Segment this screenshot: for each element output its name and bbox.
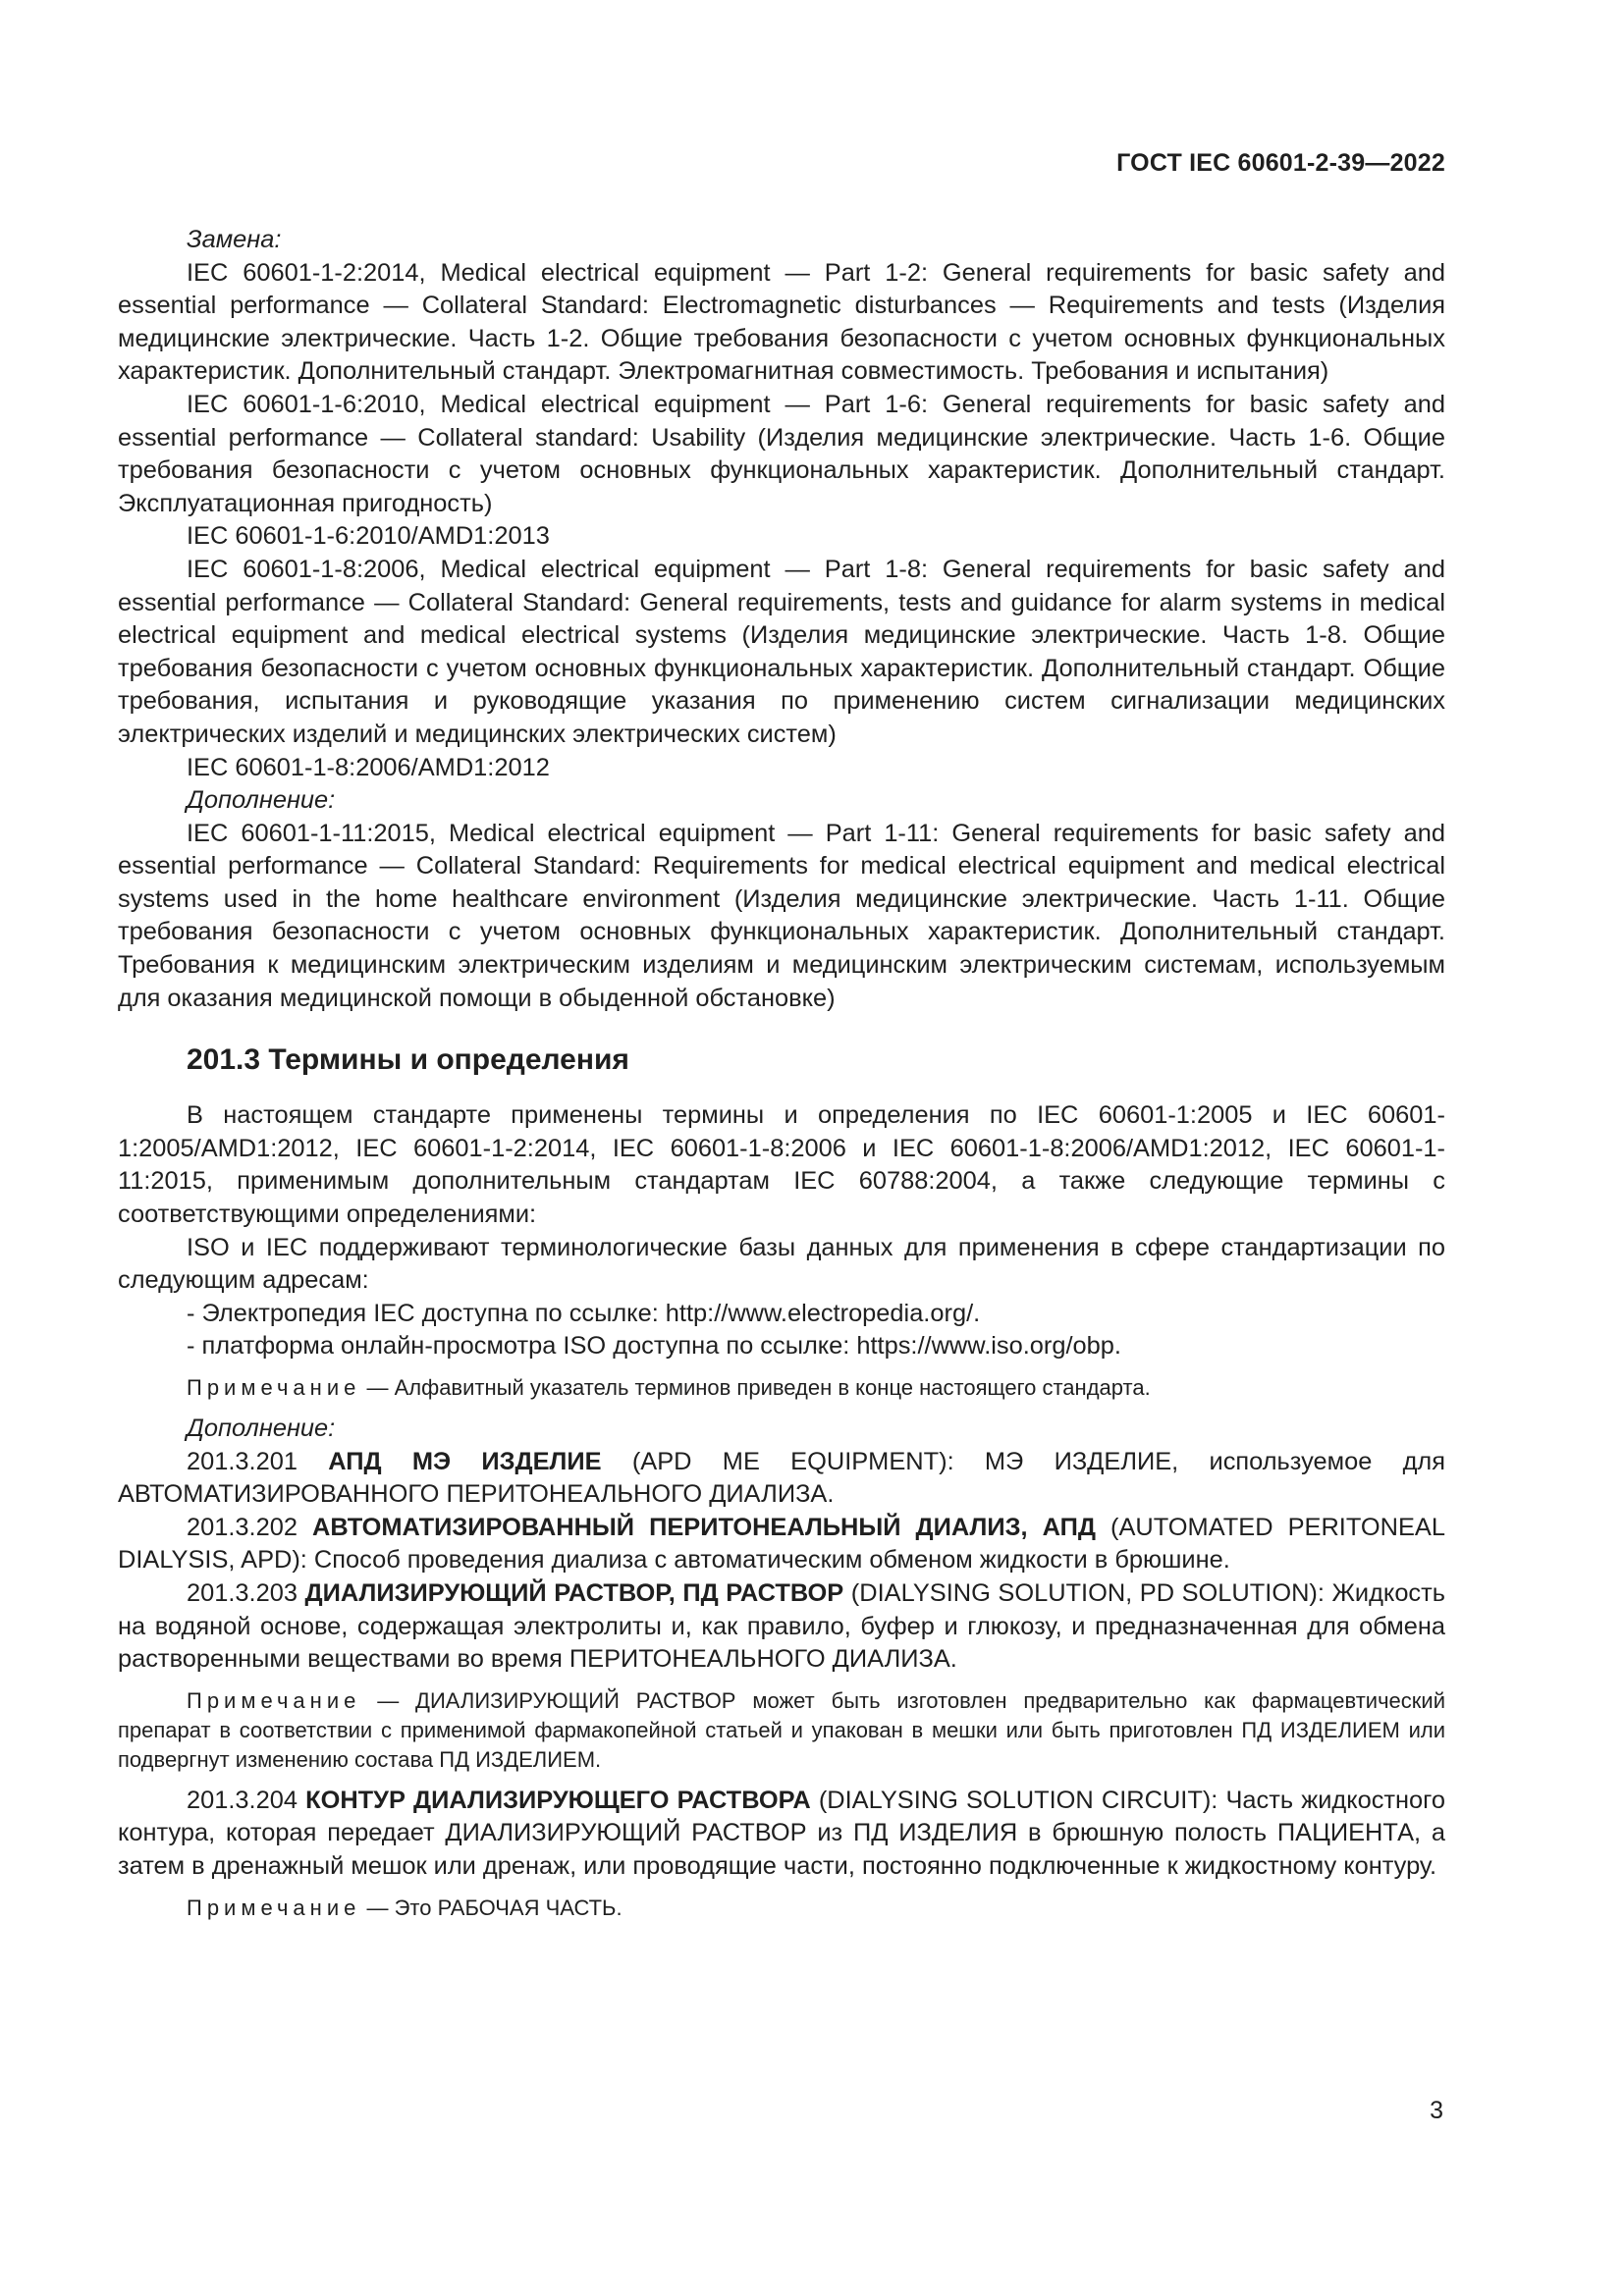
section-title: 201.3 Термины и определения <box>187 1043 629 1077</box>
standard-header: ГОСТ IEC 60601-2-39—2022 <box>1116 149 1445 177</box>
note-label: Примечание <box>187 1895 361 1920</box>
note-1 <box>118 1373 1445 1403</box>
page-number: 3 <box>1430 2097 1443 2124</box>
term-definition: (DIALYSING SOLUTION, PD SOLUTION): Жидкость на водяной основе, содержащая электролиты и, как правило, буфер и глюкозу, и предназначенная для обмена растворенными веществами во время ПЕРИТОНЕАЛЬНОГО ДИАЛИЗА. <box>118 1578 1445 1674</box>
page-content <box>118 224 1445 1933</box>
term-number: 201.3.204 <box>187 1786 306 1814</box>
ref-iec-60601-1-8-amd1: IEC 60601-1-8:2006/AMD1:2012 <box>187 753 550 781</box>
bullet-iso-obp: - платформа онлайн-просмотра ISO доступна по ссылке: https://www.iso.org/obp. <box>187 1332 1121 1361</box>
ref-iec-60601-1-2: IEC 60601-1-2:2014, Medical electrical equipment — Part 1-2: General requirements for basic safety and essential performance — Collateral Standard: Electromagnetic disturbances — Requirements and tests (Изделия медицинские электрические. Часть 1-2. Общие требования безопасности с учетом основных функциональных характеристик. Дополнительный стандарт. Электромагнитная совместимость. Требования и испытания) <box>118 258 1445 386</box>
term-definition: (APD ME EQUIPMENT): МЭ ИЗДЕЛИЕ, используемое для АВТОМАТИЗИРОВАННОГО ПЕРИТОНЕАЛЬНОГО ДИАЛИЗА. <box>118 1447 1445 1509</box>
note-2 <box>118 1686 1445 1775</box>
term-number: 201.3.201 <box>187 1447 329 1475</box>
term-201-3-201 <box>118 1446 1445 1512</box>
addition-label: Дополнение: <box>187 786 336 815</box>
note-2-text: ДИАЛИЗИРУЮЩИЙ РАСТВОР может быть изготовлен предварительно как фармацевтический препарат в соответствии с применимой фармакопейной статьей и упакован в мешки или быть приготовлен ПД ИЗДЕЛИЕМ или подвергнут изменению состава ПД ИЗДЕЛИЕМ. <box>118 1687 1445 1772</box>
iso-iec-paragraph: ISO и IEC поддерживают терминологические базы данных для применения в сфере стандартизации по следующим адресам: <box>118 1233 1445 1295</box>
term-name: АВТОМАТИЗИРОВАННЫЙ ПЕРИТОНЕАЛЬНЫЙ ДИАЛИЗ, АПД <box>312 1513 1096 1541</box>
term-201-3-203 <box>118 1577 1445 1677</box>
bullet-electropedia: - Электропедия IEC доступна по ссылке: http://www.electropedia.org/. <box>187 1299 981 1327</box>
term-name: ДИАЛИЗИРУЮЩИЙ РАСТВОР, ПД РАСТВОР <box>304 1578 844 1607</box>
note-label: Примечание <box>187 1687 361 1713</box>
term-definition: (AUTOMATED PERITONEAL DIALYSIS, APD): Способ проведения диализа с автоматическим обменом жидкости в брюшине. <box>118 1513 1445 1575</box>
addition-label-2: Дополнение: <box>187 1415 336 1442</box>
term-name: АПД МЭ ИЗДЕЛИЕ <box>328 1447 602 1475</box>
note-3-text: Это РАБОЧАЯ ЧАСТЬ. <box>394 1895 623 1920</box>
note-1-text: Алфавитный указатель терминов приведен в конце настоящего стандарта. <box>394 1375 1151 1400</box>
replace-label: Замена: <box>187 226 282 253</box>
ref-iec-60601-1-6-amd1: IEC 60601-1-6:2010/AMD1:2013 <box>187 522 550 551</box>
ref-iec-60601-1-11: IEC 60601-1-11:2015, Medical electrical equipment — Part 1-11: General requirements for basic safety and essential performance — Collateral Standard: Requirements for medical electrical equipment and medical electrical systems used in the home healthcare environment (Изделия медицинские электрические. Часть 1-11. Общие требования безопасности с учетом основных функциональных характеристик. Дополнительный стандарт. Требования к медицинским электрическим изделиям и медицинским электрическим системам, используемым для оказания медицинской помощи в обыденной обстановке) <box>118 819 1445 1012</box>
term-201-3-204 <box>118 1785 1445 1884</box>
section-intro: В настоящем стандарте применены термины и определения по IEC 60601-1:2005 и IEC 60601-1:2005/AMD1:2012, IEC 60601-1-2:2014, IEC 60601-1-8:2006 и IEC 60601-1-8:2006/AMD1:2012, IEC 60601-1-11:2015, применимым дополнительным стандартам IEC 60788:2004, а также следующие термины с соответствующими определениями: <box>118 1101 1445 1229</box>
term-definition: (DIALYSING SOLUTION CIRCUIT): Часть жидкостного контура, которая передает ДИАЛИЗИРУЮЩИЙ РАСТВОР из ПД ИЗДЕЛИЯ в брюшную полость ПАЦИЕНТА, а затем в дренажный мешок или дренаж, или проводящие части, постоянно подключенные к жидкостному контуру. <box>118 1786 1446 1880</box>
note-dash: — <box>360 1687 416 1713</box>
term-number: 201.3.203 <box>187 1578 305 1607</box>
term-201-3-202 <box>118 1512 1445 1577</box>
term-name: КОНТУР ДИАЛИЗИРУЮЩЕГО РАСТВОРА <box>305 1786 811 1814</box>
ref-iec-60601-1-6: IEC 60601-1-6:2010, Medical electrical equipment — Part 1-6: General requirements for basic safety and essential performance — Collateral standard: Usability (Изделия медицинские электрические. Часть 1-6. Общие требования безопасности с учетом основных функциональных характеристик. Дополнительный стандарт. Эксплуатационная пригодность) <box>118 390 1445 517</box>
term-number: 201.3.202 <box>187 1513 313 1541</box>
note-label: Примечание <box>187 1375 361 1400</box>
note-dash: — <box>360 1895 395 1920</box>
note-3 <box>118 1894 1445 1923</box>
ref-iec-60601-1-8: IEC 60601-1-8:2006, Medical electrical equipment — Part 1-8: General requirements for basic safety and essential performance — Collateral Standard: General requirements, tests and guidance for alarm systems in medical electrical equipment and medical electrical systems (Изделия медицинские электрические. Часть 1-8. Общие требования безопасности с учетом основных функциональных характеристик. Дополнительный стандарт. Общие требования, испытания и руководящие указания по применению систем сигнализации медицинских электрических изделий и медицинских электрических систем) <box>118 555 1445 748</box>
note-dash: — <box>360 1375 395 1400</box>
